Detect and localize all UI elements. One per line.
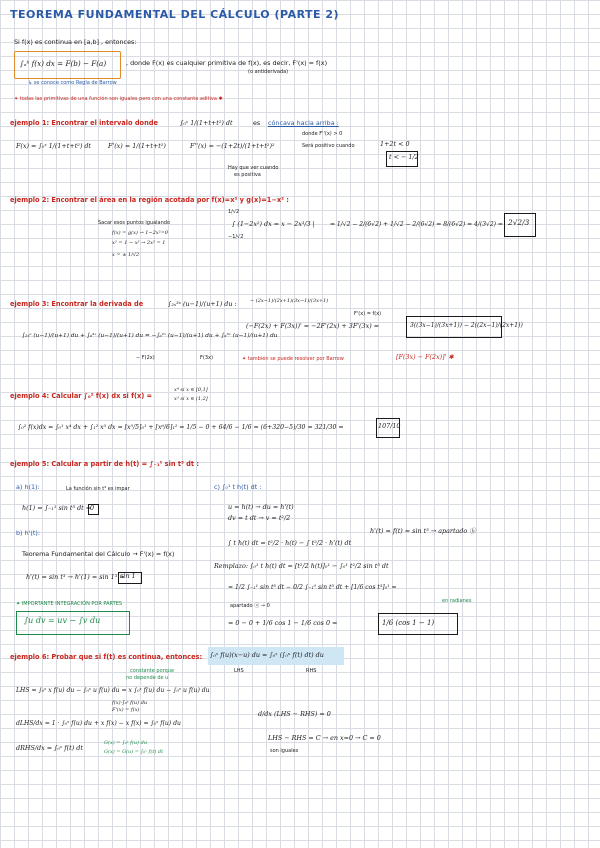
ex3-label-F3x: F(3x) bbox=[200, 355, 213, 361]
ex2-step-1: Sacar esos puntos igualando bbox=[98, 220, 171, 226]
theorem-intro: Si f(x) es continua en [a,b] , entonces: bbox=[14, 38, 137, 46]
parts-important-note: ✦ IMPORTANTE INTEGRACIÓN POR PARTES bbox=[16, 601, 123, 607]
ex5-c-result: 1/6 (cos 1 − 1) bbox=[382, 619, 435, 627]
ex3-fprime-note: F'(x) = f(x) bbox=[354, 311, 382, 317]
ex6-G-note-2: G(x) = G(u) = ∫₀ˣ f(t) dt bbox=[104, 749, 164, 755]
ex2-step-2: f(x) = g(x) → 1−2x²=0 bbox=[112, 230, 168, 236]
ex5-c-replace: Remplazo: ∫₀¹ t h(t) dt = [t²/2 h(t)]₀¹ − ∫₀¹ t²/2 sin t³ dt bbox=[214, 562, 389, 570]
concavity-condition: donde F''(x) > 0 bbox=[302, 131, 343, 137]
ex2-lower-limit: −1/√2 bbox=[228, 234, 244, 240]
example-2-heading: ejemplo 2: Encontrar el área en la región acotada por f(x)=x² y g(x)=1−x² : bbox=[10, 196, 289, 204]
ex2-upper-limit: 1/√2 bbox=[228, 209, 240, 215]
lhs-label: LHS bbox=[234, 668, 244, 674]
inequality-1: 1+2t < 0 bbox=[380, 140, 410, 148]
ex3-derivative: (−F(2x) + F(3x))' = −2F'(2x) + 3F'(3x) = bbox=[246, 322, 380, 330]
ex5-c-parts: ∫ t h(t) dt = t²/2 · h(t) − ∫ t²/2 · h'(t) dt bbox=[228, 539, 352, 547]
check-note-2: es positiva bbox=[234, 172, 261, 178]
ex6-derivative-diff: d/dx (LHS − RHS) = 0 bbox=[258, 710, 331, 718]
ex5-odd-note: La función sin t³ es impar bbox=[66, 486, 130, 492]
example-6-heading: ejemplo 6: Probar que si f(t) es continua, entonces: bbox=[10, 653, 203, 661]
positive-when-text: Será positivo cuando bbox=[302, 143, 355, 149]
ex5-a-result: 0 bbox=[90, 504, 95, 512]
ex3-split-integral: ∫₂ₓᵃ (u−1)/(u+1) du + ∫ₐ³ˣ (u−1)/(u+1) du = −∫ₐ²ˣ (u−1)/(u+1) du + ∫ₐ³ˣ (u−1)/(u+1) du bbox=[22, 333, 278, 339]
ex6-f-note-2: F'(x) = f(x) bbox=[112, 707, 140, 713]
ex3-fraction-2: (3x−1)/(3x+1) bbox=[292, 298, 329, 304]
check-note-1: Hay que ver cuando bbox=[228, 165, 279, 171]
ex3-barrow-note: ✦ también se puede resolver por Barrow bbox=[242, 356, 344, 362]
rhs-label: RHS bbox=[306, 668, 317, 674]
ex6-drhs: dRHS/dx = ∫₀ˣ f(t) dt bbox=[16, 744, 83, 752]
ex2-evaluation: = 1/√2 − 2/(6√2) + 1/√2 − 2/(6√2) = 8/(6√2) = 4/(3√2) = bbox=[330, 221, 503, 228]
ex2-integral: ∫ (1−2x²) dx = x − 2x³/3 | bbox=[232, 220, 315, 228]
ex6-f-note-1: f(x)·∫₀ˣ f(u) du bbox=[112, 700, 148, 706]
ex5-c-hprime: h'(t) = f(t) = sin t³ → apartado ⓑ bbox=[370, 527, 476, 535]
ex5-b-calc: h'(t) = sin t³ → h'(1) = sin 1³ = bbox=[26, 573, 125, 581]
ex5-c-dv: dv = t dt → v = t²/2 bbox=[228, 514, 291, 522]
theorem-formula: ∫ₐᵇ f(x) dx = F(b) − F(a) bbox=[20, 59, 107, 68]
ex2-result: 2√2/3 bbox=[508, 218, 530, 227]
ex2-step-3: x² = 1 − x² → 2x² = 1 bbox=[112, 240, 166, 246]
ex5-b-theorem: Teorema Fundamental del Cálculo → F'(x) = f(x) bbox=[22, 550, 175, 558]
page-title: TEOREMA FUNDAMENTAL DEL CÁLCULO (PARTE 2) bbox=[10, 8, 340, 21]
ex5-part-b: b) h'(t): bbox=[16, 529, 41, 537]
radians-note: en radianes bbox=[442, 598, 472, 604]
ex5-part-a: a) h(1): bbox=[16, 483, 40, 491]
ex5-c-u: u = h(t) → du = h'(t) bbox=[228, 503, 294, 511]
ex6-lhs-expand: LHS = ∫₀ˣ x f(u) du − ∫₀ˣ u f(u) du = x ∫₀ˣ f(u) du − ∫₀ˣ u f(u) du bbox=[16, 687, 210, 694]
ex3-function: ∫₂ₓ³ˣ (u−1)/(u+1) du : bbox=[168, 300, 237, 308]
example-3-heading: ejemplo 3: Encontrar la derivada de bbox=[10, 300, 144, 308]
ex4-calculation: ∫₀² f(x)dx = ∫₀¹ x⁴ dx + ∫₁² x⁵ dx = [x⁵/5]₀¹ + [x⁶/6]₁² = 1/5 − 0 + 64/6 − 1/6 = (6+320−5)/30 = 321/30 = bbox=[18, 424, 344, 431]
ex5-a-calc: h(1) = ∫₋₁¹ sin t³ dt = bbox=[22, 504, 92, 512]
ex6-constant: LHS − RHS = C → en x=0 → C = 0 bbox=[268, 734, 381, 742]
apartado-a-note: apartado ⓐ → 0 bbox=[230, 603, 270, 609]
ex4-result: 107/10 bbox=[378, 422, 401, 430]
ex4-case-1: x⁴ si x ∈ [0,1] bbox=[174, 387, 208, 393]
ex3-label-minus-F2x: − F(2x) bbox=[136, 355, 155, 361]
example-4-heading: ejemplo 4: Calcular ∫₀² f(x) dx si f(x) = bbox=[10, 392, 153, 400]
constant-note-1: constante porque bbox=[130, 668, 175, 674]
ex5-c-expand: = 1/2 ∫₋₁¹ sin t³ dt − 0/2 ∫₋₁⁰ sin t³ dt + [1/6 cos t³]₀¹ = bbox=[228, 584, 397, 591]
barrow-rule-note: ↳ se conoce como Regla de Barrow bbox=[28, 80, 117, 86]
F-first-derivative: F'(x) = 1/(1+t+t²) bbox=[108, 142, 166, 150]
ex2-step-4: x = ± 1/√2 bbox=[112, 252, 140, 258]
ex4-case-2: x⁵ si x ∈ (1,2] bbox=[174, 396, 208, 402]
ex6-dlhs: dLHS/dx = 1 · ∫₀ˣ f(u) du + x f(x) − x f(x) = ∫₀ˣ f(u) du bbox=[16, 720, 181, 727]
ex3-fraction-1: − (2x−1)/(2x+1) bbox=[250, 298, 293, 304]
inequality-2: t < − 1/2 bbox=[389, 153, 419, 161]
example-1-heading: ejemplo 1: Encontrar el intervalo donde bbox=[10, 119, 158, 127]
ex5-part-c: c) ∫₀¹ t h(t) dt : bbox=[214, 483, 262, 491]
example-1-es: es bbox=[253, 119, 261, 127]
primitives-note: ✦ todas las primitivas de una función son iguales pero con una constante aditiva ✱ bbox=[14, 96, 223, 102]
ex6-equal-note: son iguales bbox=[270, 748, 299, 754]
constant-note-2: no depende de u bbox=[126, 675, 169, 681]
ex3-result: 3((3x−1)/(3x+1)) − 2((2x−1)/(2x+1)) bbox=[410, 322, 523, 329]
theorem-where: , donde F(x) es cualquier primitiva de f(x), es decir, F'(x) = f(x) bbox=[126, 59, 328, 67]
ex5-c-simplify: = 0 − 0 + 1/6 cos 1 − 1/6 cos 0 = bbox=[228, 619, 338, 627]
example-5-heading: ejemplo 5: Calcular a partir de h(t) = ∫₋₁ᵗ sin t³ dt : bbox=[10, 460, 199, 468]
F-second-derivative: F''(x) = −(1+2t)/(1+t+t²)² bbox=[190, 142, 275, 150]
ex3-barrow-expression: [F(3x) − F(2x)]' ✱ bbox=[396, 353, 454, 361]
example-1-integral: ∫₀ˣ 1/(1+t+t²) dt bbox=[180, 119, 233, 127]
F-definition: F(x) = ∫₀ˣ 1/(1+t+t²) dt bbox=[16, 142, 92, 150]
ex6-equation: ∫₀ˣ f(u)(x−u) du = ∫₀ˣ (∫₀ᵘ f(t) dt) du bbox=[210, 651, 324, 659]
ex6-G-note-1: G(x) = ∫₀ˣ f(u) du bbox=[104, 740, 148, 746]
ex5-b-result: sin 1 bbox=[120, 572, 136, 580]
concave-up-text: cóncava hacia arriba : bbox=[268, 119, 339, 127]
antiderivative-note: (o antiderivada) bbox=[248, 69, 289, 75]
parts-formula: ∫u dv = uv − ∫v du bbox=[24, 616, 101, 625]
